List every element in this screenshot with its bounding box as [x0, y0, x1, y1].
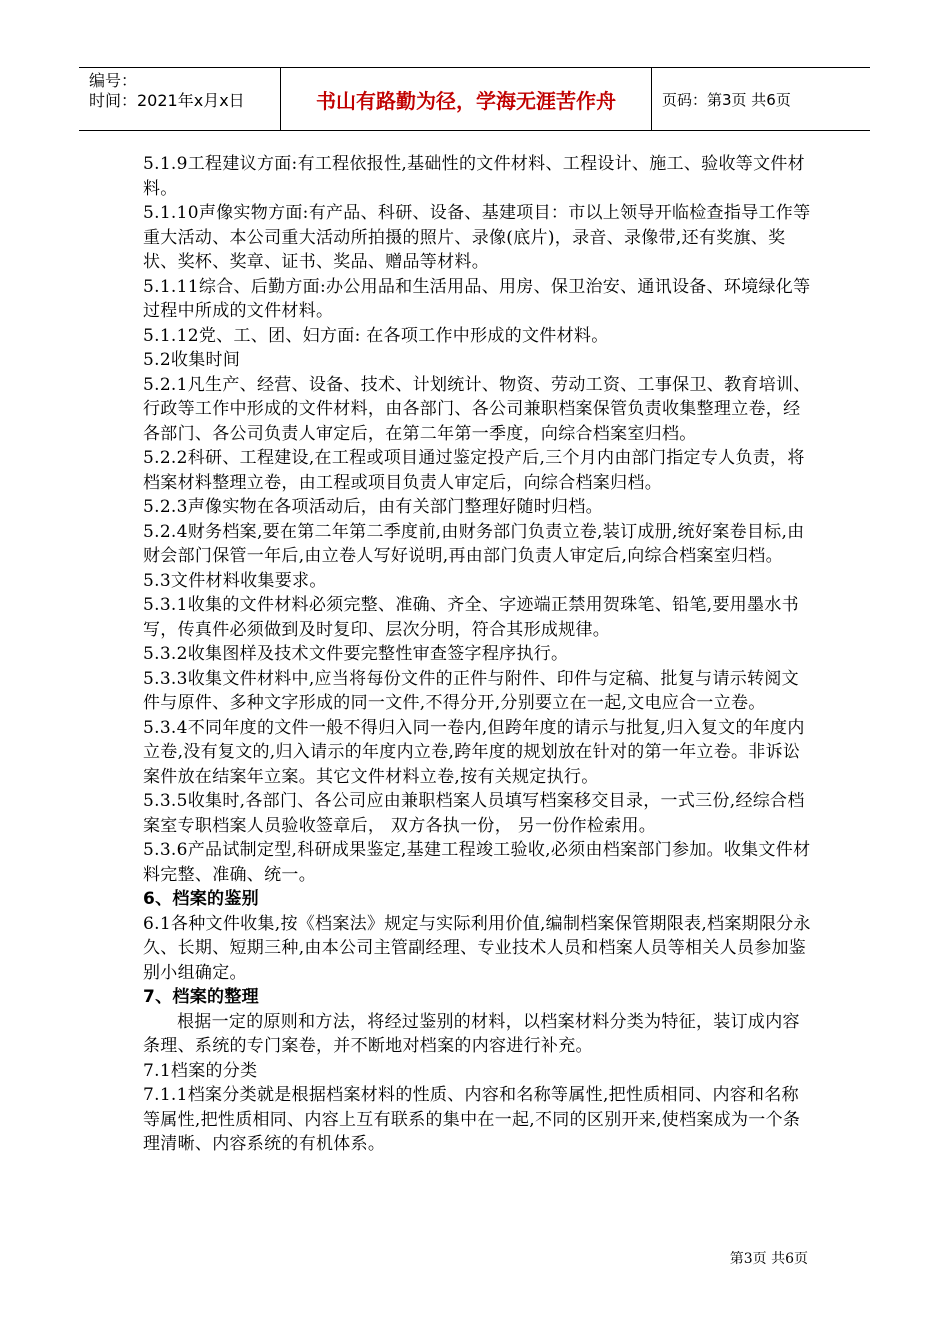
section-heading-6: 6、档案的鉴别 — [143, 889, 259, 909]
page-header — [79, 67, 870, 131]
paragraph: 5.2.1凡生产、经营、设备、技术、计划统计、物资、劳动工资、工事保卫、教育培训、行政等工作中形成的文件材料，由各部门、各公司兼职档案保管负责收集整理立卷，经各部门、各公司负责人审定后，在第二年第一季度，向综合档案室归档。 — [143, 374, 811, 444]
header-motto: 书山有路勤为径，学海无涯苦作舟 — [281, 68, 652, 130]
doc-date-label: 时间：2021年x月x日 — [89, 91, 245, 110]
paragraph: 5.2.3声像实物在各项活动后，由有关部门整理好随时归档。 — [143, 497, 603, 517]
paragraph: 5.3文件材料收集要求。 — [143, 570, 327, 591]
paragraph: 5.3.5收集时,各部门、各公司应由兼职档案人员填写档案移交目录，一式三份,经综合档案室专职档案人员验收签章后， 双方各执一份， 另一份作检索用。 — [143, 791, 805, 836]
paragraph: 5.1.11综合、后勤方面:办公用品和生活用品、用房、保卫治安、通讯设备、环境绿化等过程中所成的文件材料。 — [143, 276, 811, 321]
paragraph: 5.2.2科研、工程建设,在工程或项目通过鉴定投产后,三个月内由部门指定专人负责，将档案材料整理立卷，由工程或项目负责人审定后，向综合档案归档。 — [143, 448, 805, 493]
paragraph: 5.1.9工程建议方面:有工程依报性,基础性的文件材料、工程设计、施工、验收等文件材料。 — [143, 154, 805, 199]
doc-number-label: 编号： — [89, 71, 138, 90]
page-footer: 第3页 共6页 — [729, 1251, 808, 1267]
header-page-info: 页码：第3页 共6页 — [662, 90, 791, 109]
paragraph: 5.2.4财务档案,要在第二年第二季度前,由财务部门负责立卷,装订成册,统好案卷目标,由财会部门保管一年后,由立卷人写好说明,再由部门负责人审定后,向综合档案室归档。 — [143, 521, 805, 566]
paragraph: 5.1.12党、工、团、妇方面: 在各项工作中形成的文件材料。 — [143, 325, 609, 346]
header-meta — [79, 68, 281, 130]
paragraph: 5.1.10声像实物方面:有产品、科研、设备、基建项目：市以上领导开临检查指导工作等重大活动、本公司重大活动所拍摄的照片、录像(底片)，录音、录像带,还有奖旗、奖状、奖杯、奖章、证书、奖品、赠品等材料。 — [143, 203, 811, 272]
paragraph: 根据一定的原则和方法，将经过鉴别的材料，以档案材料分类为特征，装订成内容条理、系统的专门案卷，并不断地对档案的内容进行补充。 — [143, 1011, 800, 1056]
paragraph: 5.3.1收集的文件材料必须完整、准确、齐全、字迹端正禁用贺珠笔、铅笔,要用墨水书写，传真件必须做到及时复印、层次分明，符合其形成规律。 — [143, 595, 799, 640]
document-body — [143, 152, 811, 1157]
paragraph: 5.3.2收集图样及技术文件要完整性审查签字程序执行。 — [143, 644, 569, 664]
paragraph: 6.1各种文件收集,按《档案法》规定与实际利用价值,编制档案保管期限表,档案期限分永久、长期、短期三种,由本公司主管副经理、专业技术人员和档案人员等相关人员参加鉴别小组确定。 — [143, 913, 811, 983]
subsection-heading: 7.1档案的分类 — [143, 1060, 258, 1081]
paragraph: 5.3.4不同年度的文件一般不得归入同一卷内,但跨年度的请示与批复,归入复文的年度内立卷,没有复文的,归入请示的年度内立卷,跨年度的规划放在针对的第一年立卷。非诉讼案件放在结案年立案。其它文件材料立卷,按有关规定执行。 — [143, 717, 805, 787]
paragraph: 5.3.3收集文件材料中,应当将每份文件的正件与附件、印件与定稿、批复与请示转阅文件与原件、多种文字形成的同一文件,不得分开,分别要立在一起,文电应合一立卷。 — [143, 668, 799, 713]
paragraph: 5.2收集时间 — [143, 350, 241, 370]
paragraph: 7.1.1档案分类就是根据档案材料的性质、内容和名称等属性,把性质相同、内容和名称等属性,把性质相同、内容上互有联系的集中在一起,不同的区别开来,使档案成为一个条理清晰、内容系统的有机体系。 — [143, 1085, 801, 1154]
paragraph: 5.3.6产品试制定型,科研成果鉴定,基建工程竣工验收,必须由档案部门参加。收集文件材料完整、准确、统一。 — [143, 840, 811, 885]
section-heading-7: 7、档案的整理 — [143, 987, 259, 1007]
